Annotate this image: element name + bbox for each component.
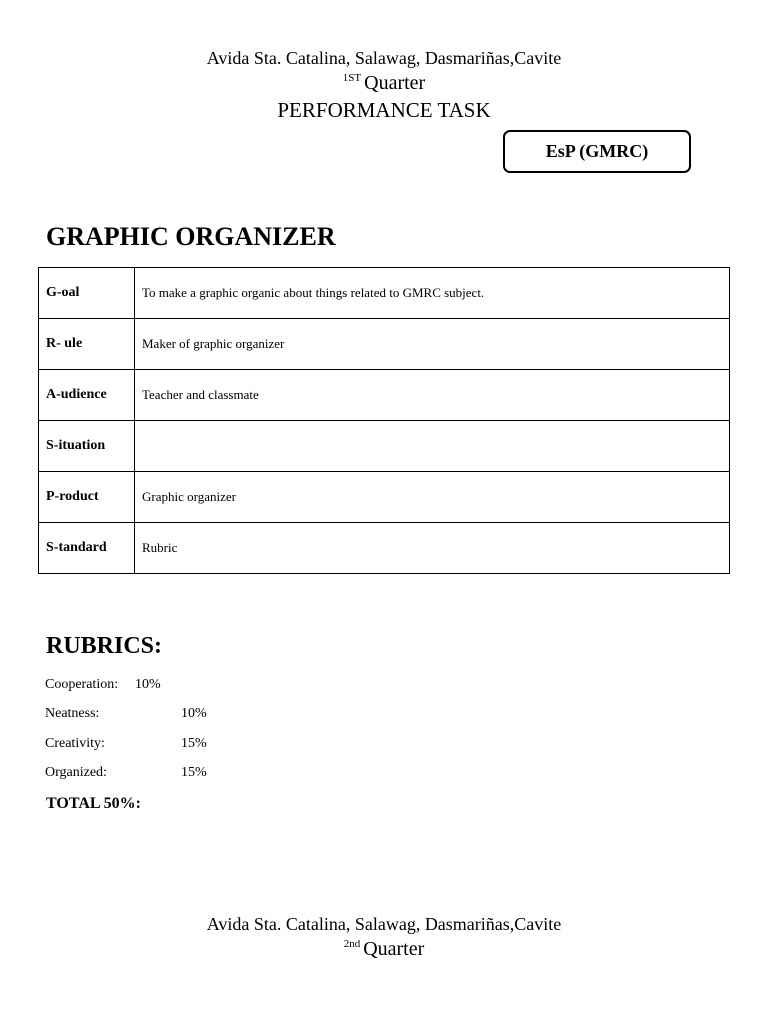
grasps-value: Maker of graphic organizer bbox=[135, 319, 730, 370]
table-row bbox=[39, 370, 730, 421]
grasps-table bbox=[38, 267, 730, 574]
table-row bbox=[39, 472, 730, 523]
rubric-percent: 15% bbox=[181, 736, 207, 751]
rubric-label: Neatness: bbox=[45, 706, 100, 721]
grasps-value: Rubric bbox=[135, 523, 730, 574]
table-row bbox=[39, 421, 730, 472]
grasps-key: R- ule bbox=[39, 319, 135, 370]
grasps-key: P-roduct bbox=[39, 472, 135, 523]
quarter-ordinal: 1ST bbox=[342, 72, 362, 84]
table-row bbox=[39, 268, 730, 319]
rubric-percent: 10% bbox=[181, 706, 207, 721]
grasps-value: Teacher and classmate bbox=[135, 370, 730, 421]
grasps-value bbox=[135, 421, 730, 472]
task-title: PERFORMANCE TASK bbox=[277, 98, 491, 122]
footer-quarter-label bbox=[0, 938, 768, 961]
subject-box: EsP (GMRC) bbox=[503, 130, 691, 173]
table-row bbox=[39, 523, 730, 574]
grasps-key: A-udience bbox=[39, 370, 135, 421]
rubric-percent: 15% bbox=[181, 765, 207, 780]
rubric-label: Creativity: bbox=[45, 736, 105, 751]
rubric-label: Organized: bbox=[45, 765, 107, 780]
section-title: GRAPHIC ORGANIZER bbox=[46, 222, 336, 251]
grasps-value: To make a graphic organic about things related to GMRC subject. bbox=[135, 268, 730, 319]
footer-address: Avida Sta. Catalina, Salawag, Dasmariñas,Cavite bbox=[206, 914, 562, 934]
rubric-total: TOTAL 50%: bbox=[46, 795, 141, 812]
grasps-key: S-ituation bbox=[39, 421, 135, 472]
school-address: Avida Sta. Catalina, Salawag, Dasmariñas,Cavite bbox=[206, 48, 562, 68]
quarter-label bbox=[0, 72, 768, 95]
footer-quarter-ordinal: 2nd bbox=[343, 938, 361, 950]
rubric-label: Cooperation: bbox=[45, 677, 119, 692]
quarter-word: Quarter bbox=[364, 72, 426, 94]
grasps-value: Graphic organizer bbox=[135, 472, 730, 523]
rubric-percent: 10% bbox=[135, 677, 161, 692]
grasps-key: G-oal bbox=[39, 268, 135, 319]
table-row bbox=[39, 319, 730, 370]
footer-quarter-word: Quarter bbox=[363, 938, 425, 960]
rubrics-title: RUBRICS: bbox=[46, 633, 163, 659]
grasps-key: S-tandard bbox=[39, 523, 135, 574]
